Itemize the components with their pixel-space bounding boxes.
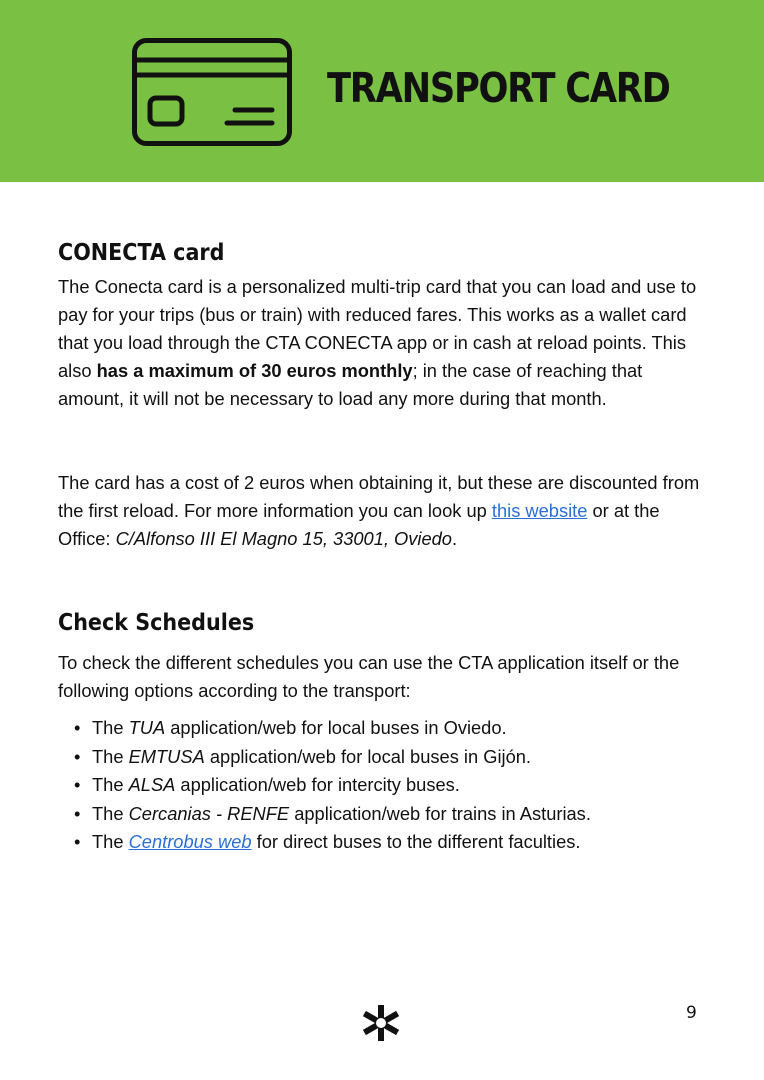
page-title: TRANSPORT CARD	[327, 64, 670, 112]
office-text: or at the Office:	[58, 500, 660, 549]
emtusa-name: EMTUSA	[128, 745, 205, 767]
monthly-max-highlight: has a maximum of 30 euros monthly	[96, 360, 413, 381]
item-prefix: The	[92, 717, 129, 738]
tua-name: TUA	[128, 717, 166, 738]
list-item	[58, 714, 718, 743]
item-text: application/web for intercity buses.	[175, 774, 460, 795]
item-text: application/web for trains in Asturias.	[289, 802, 591, 824]
item-prefix: The	[92, 802, 129, 824]
conecta-paragraph-2	[58, 469, 708, 553]
renfe-name: Cercanias - RENFE	[128, 802, 290, 824]
conecta-paragraph-1	[58, 273, 708, 413]
item-text: for direct buses to the different faculties.	[251, 831, 581, 852]
bullet-icon: •	[74, 745, 81, 767]
cost-text: The card has a cost of 2 euros when obtaining it, but these are discounted from the first reload. For more information you can look up	[58, 472, 700, 521]
item-prefix: The	[92, 831, 129, 852]
conecta-text: ; in the case of reaching that amount, it will not be necessary to load any more during that month.	[58, 360, 643, 409]
conecta-description	[58, 273, 708, 413]
item-text: application/web for local buses in Gijón.	[204, 745, 531, 767]
bullet-icon: •	[74, 831, 81, 852]
list-item	[58, 771, 718, 800]
credit-card-icon	[132, 38, 292, 146]
centrobus-web-link[interactable]: Centrobus web	[128, 831, 252, 852]
header-banner	[0, 0, 764, 182]
page-number: 9	[686, 1003, 697, 1023]
bullet-icon: •	[74, 774, 81, 795]
bullet-icon: •	[74, 717, 81, 738]
this-website-link[interactable]: this website	[491, 500, 588, 521]
bullet-icon: •	[74, 802, 81, 824]
schedules-intro: To check the different schedules you can use the CTA application itself or the following options according to the transport:	[58, 652, 680, 701]
item-prefix: The	[92, 774, 129, 795]
item-text: application/web for local buses in Oviedo.	[165, 717, 507, 738]
list-item	[58, 800, 718, 829]
asterisk-logo-icon	[362, 1004, 400, 1042]
office-address: C/Alfonso III El Magno 15, 33001, Oviedo	[115, 528, 452, 549]
item-prefix: The	[92, 745, 129, 767]
schedules-section-title: Check Schedules	[58, 610, 255, 636]
card-cost-info	[58, 469, 708, 553]
conecta-text: The Conecta card is a personalized multi-trip card that you can load and use to pay for your trips (bus or train) with reduced fares. This works as a wallet card that you load through the CTA CONECTA app or in cash at reload points. This also	[58, 276, 697, 381]
alsa-name: ALSA	[128, 774, 176, 795]
list-item	[58, 828, 718, 857]
conecta-section-title: CONECTA card	[58, 240, 225, 266]
period: .	[451, 528, 458, 549]
list-item	[58, 743, 718, 772]
schedule-options-list	[58, 714, 718, 857]
